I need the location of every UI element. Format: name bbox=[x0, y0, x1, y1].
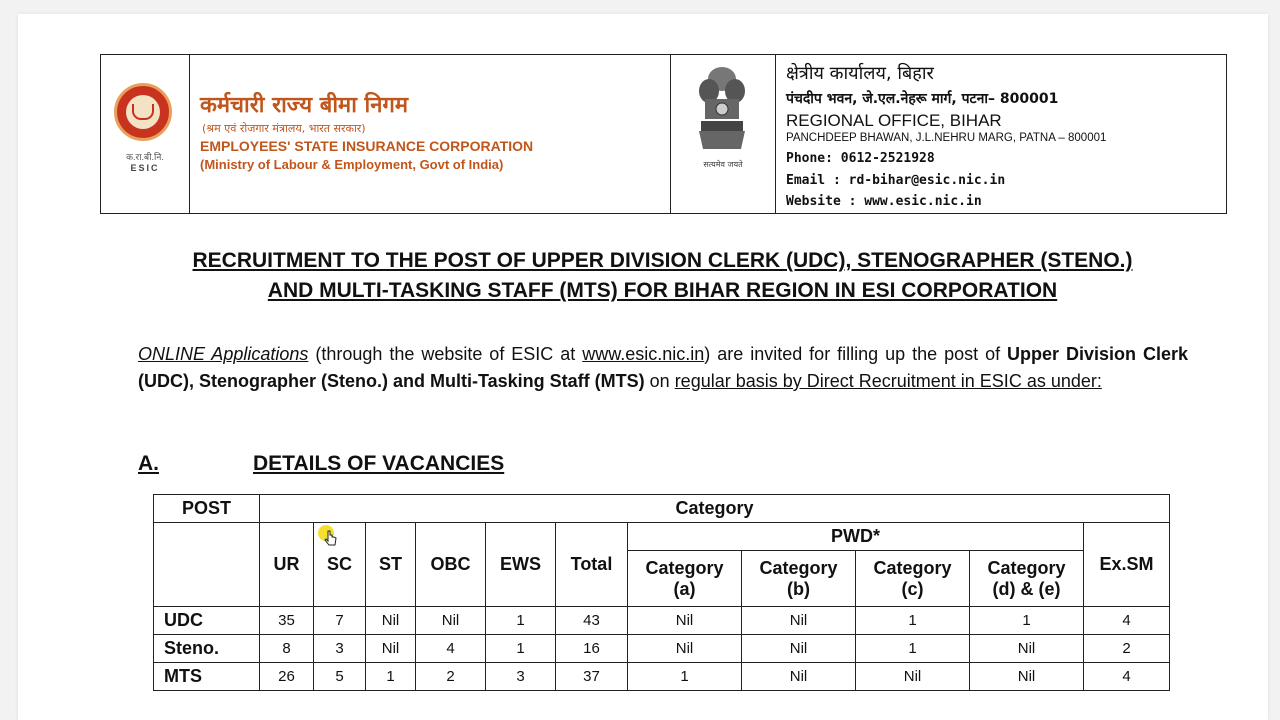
header-ews: EWS bbox=[486, 523, 556, 607]
office-website[interactable]: Website : www.esic.nic.in bbox=[786, 194, 982, 209]
header-sc: SC bbox=[314, 523, 366, 607]
corporation-name-cell bbox=[190, 55, 671, 213]
office-address-hindi: पंचदीप भवन, जे.एल.नेहरू मार्ग, पटना– 800001 bbox=[786, 91, 1059, 107]
corporation-name-english: EMPLOYEES' STATE INSURANCE CORPORATION bbox=[200, 138, 534, 154]
intro-recruitment-basis: regular basis by Direct Recruitment in ESIC as under: bbox=[674, 371, 1102, 391]
table-cell: Nil bbox=[628, 635, 742, 663]
table-cell: 7 bbox=[314, 607, 366, 635]
letterhead bbox=[100, 54, 1227, 214]
table-cell: 37 bbox=[556, 663, 628, 691]
table-cell: 4 bbox=[1084, 607, 1170, 635]
header-exsm: Ex.SM bbox=[1084, 523, 1170, 607]
table-row-udc bbox=[154, 607, 1170, 635]
header-post-blank bbox=[154, 523, 260, 607]
table-cell: 43 bbox=[556, 607, 628, 635]
table-cell: 3 bbox=[314, 635, 366, 663]
table-cell: 8 bbox=[260, 635, 314, 663]
table-cell: Nil bbox=[742, 663, 856, 691]
table-cell: 1 bbox=[856, 635, 970, 663]
header-pwd: PWD* bbox=[628, 523, 1084, 551]
office-name-english: REGIONAL OFFICE, BIHAR bbox=[786, 111, 1002, 130]
table-cell: 1 bbox=[628, 663, 742, 691]
esic-seal-icon bbox=[114, 83, 172, 141]
table-cell: Nil bbox=[970, 635, 1084, 663]
header-obc: OBC bbox=[416, 523, 486, 607]
table-cell: 16 bbox=[556, 635, 628, 663]
header-total: Total bbox=[556, 523, 628, 607]
table-cell: 2 bbox=[416, 663, 486, 691]
intro-posts-bold: Upper Division Clerk (UDC), Stenographer (Steno.) and Multi-Tasking Staff (MTS) bbox=[138, 344, 1189, 391]
esic-website-link[interactable]: www.esic.nic.in bbox=[582, 344, 705, 364]
table-cell: 3 bbox=[486, 663, 556, 691]
header-pwd-de: Category (d) & (e) bbox=[970, 551, 1084, 607]
table-cell: Nil bbox=[970, 663, 1084, 691]
table-cell: Nil bbox=[366, 635, 416, 663]
intro-online-applications: ONLINE Applications bbox=[138, 344, 309, 364]
office-address-cell bbox=[776, 55, 1226, 213]
header-ur: UR bbox=[260, 523, 314, 607]
corporation-name-hindi: कर्मचारी राज्य बीमा निगम bbox=[200, 93, 408, 118]
table-row-steno bbox=[154, 635, 1170, 663]
office-phone: Phone: 0612-2521928 bbox=[786, 151, 935, 166]
national-emblem-icon bbox=[693, 65, 751, 155]
header-post: POST bbox=[154, 495, 260, 523]
table-cell: Nil bbox=[366, 607, 416, 635]
header-category: Category bbox=[260, 495, 1170, 523]
table-cell: 1 bbox=[486, 635, 556, 663]
table-cell: 1 bbox=[366, 663, 416, 691]
office-email: Email : rd-bihar@esic.nic.in bbox=[786, 173, 1006, 188]
header-pwd-b: Category (b) bbox=[742, 551, 856, 607]
emblem-motto: सत्यमेव जयते bbox=[703, 160, 743, 169]
page-title bbox=[100, 246, 1225, 306]
table-cell: 5 bbox=[314, 663, 366, 691]
table-cell: Nil bbox=[416, 607, 486, 635]
table-cell: Nil bbox=[856, 663, 970, 691]
intro-paragraph bbox=[138, 341, 1188, 395]
header-pwd-a: Category (a) bbox=[628, 551, 742, 607]
table-cell: 35 bbox=[260, 607, 314, 635]
section-a-number: A. bbox=[138, 452, 159, 475]
hand-cursor-icon bbox=[318, 525, 340, 547]
table-cell: 2 bbox=[1084, 635, 1170, 663]
section-a-title: DETAILS OF VACANCIES bbox=[253, 452, 505, 475]
row-label: Steno. bbox=[154, 635, 260, 663]
intro-text-2: ) are invited for filling up the post of bbox=[704, 344, 1008, 364]
table-cell: 1 bbox=[970, 607, 1084, 635]
row-label: MTS bbox=[154, 663, 260, 691]
office-address-english: PANCHDEEP BHAWAN, J.L.NEHRU MARG, PATNA – 800001 bbox=[786, 132, 1107, 144]
esic-logo-hindi: क.रा.बी.नि. bbox=[126, 152, 164, 162]
table-cell: Nil bbox=[742, 635, 856, 663]
table-cell: 1 bbox=[856, 607, 970, 635]
emblem-cell bbox=[671, 55, 776, 213]
ministry-english: (Ministry of Labour & Employment, Govt of India) bbox=[200, 157, 504, 172]
table-cell: Nil bbox=[628, 607, 742, 635]
ministry-hindi: (श्रम एवं रोजगार मंत्रालय, भारत सरकार) bbox=[202, 122, 366, 135]
table-cell: 4 bbox=[416, 635, 486, 663]
title-line-1: RECRUITMENT TO THE POST OF UPPER DIVISION CLERK (UDC), STENOGRAPHER (STENO.) bbox=[192, 249, 1133, 272]
intro-text-1: (through the website of ESIC at bbox=[308, 344, 583, 364]
header-pwd-c: Category (c) bbox=[856, 551, 970, 607]
table-cell: 1 bbox=[486, 607, 556, 635]
table-cell: Nil bbox=[742, 607, 856, 635]
document-page bbox=[18, 14, 1268, 720]
table-cell: 26 bbox=[260, 663, 314, 691]
table-row-mts bbox=[154, 663, 1170, 691]
row-label: UDC bbox=[154, 607, 260, 635]
header-st: ST bbox=[366, 523, 416, 607]
esic-logo-english: ESIC bbox=[130, 163, 160, 173]
vacancy-table bbox=[153, 494, 1170, 691]
intro-text-3: on bbox=[644, 371, 675, 391]
esic-logo-cell bbox=[101, 55, 190, 213]
title-line-2: AND MULTI-TASKING STAFF (MTS) FOR BIHAR REGION IN ESI CORPORATION bbox=[267, 279, 1058, 302]
table-cell: 4 bbox=[1084, 663, 1170, 691]
office-name-hindi: क्षेत्रीय कार्यालय, बिहार bbox=[786, 63, 934, 84]
